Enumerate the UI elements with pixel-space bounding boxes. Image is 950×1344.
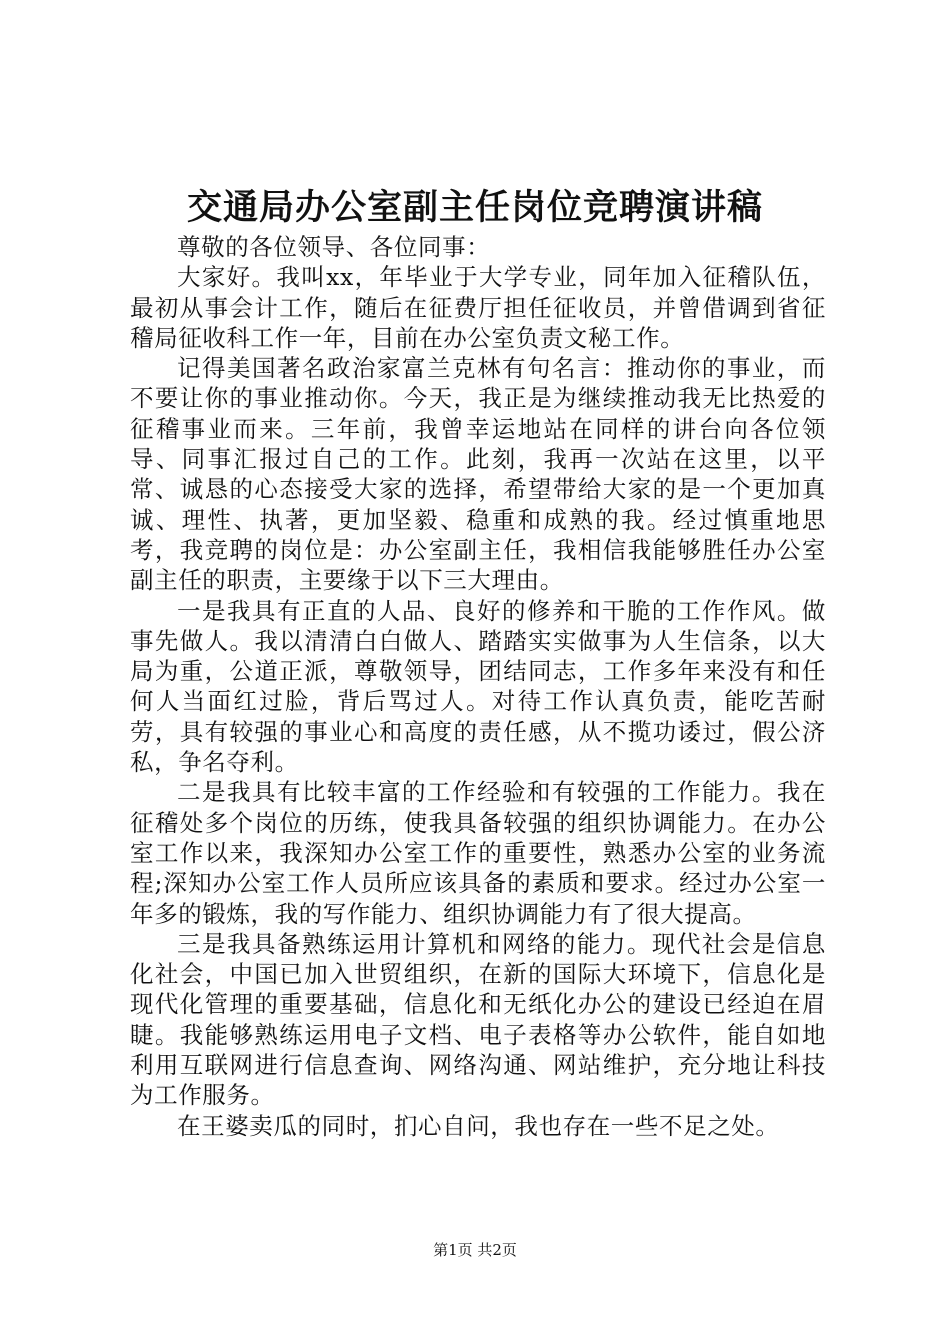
paragraph-reason-two: 二是我具有比较丰富的工作经验和有较强的工作能力。我在征稽处多个岗位的历练，使我具备较强的组织协调能力。在办公室工作以来，我深知办公室工作的重要性，熟悉办公室的业务流程;深知办公室工作人员所应该具备的素质和要求。经过办公室一年多的锻炼，我的写作能力、组织协调能力有了很大提高。 <box>130 778 826 928</box>
paragraph-introduction: 大家好。我叫xx，年毕业于大学专业，同年加入征稽队伍，最初从事会计工作，随后在征费厅担任征收员，并曾借调到省征稽局征收科工作一年，目前在办公室负责文秘工作。 <box>130 263 826 352</box>
paragraph-reason-three: 三是我具备熟练运用计算机和网络的能力。现代社会是信息化社会，中国已加入世贸组织，在新的国际大环境下，信息化是现代化管理的重要基础，信息化和无纸化办公的建设已经迫在眉睫。我能够熟练运用电子文档、电子表格等办公软件，能自如地利用互联网进行信息查询、网络沟通、网站维护，充分地让科技为工作服务。 <box>130 929 826 1110</box>
paragraph-salutation: 尊敬的各位领导、各位同事： <box>177 233 491 261</box>
paragraph-motivation: 记得美国著名政治家富兰克林有句名言：推动你的事业，而不要让你的事业推动你。今天，我正是为继续推动我无比热爱的征稽事业而来。三年前，我曾幸运地站在同样的讲台向各位领导、同事汇报过自己的工作。此刻，我再一次站在这里，以平常、诚恳的心态接受大家的选择，希望带给大家的是一个更加真诚、理性、执著，更加坚毅、稳重和成熟的我。经过慎重地思考，我竞聘的岗位是：办公室副主任，我相信我能够胜任办公室副主任的职责，主要缘于以下三大理由。 <box>130 354 826 595</box>
paragraph-reason-one: 一是我具有正直的人品、良好的修养和干脆的工作作风。做事先做人。我以清清白白做人、踏踏实实做事为人生信条，以大局为重，公道正派，尊敬领导，团结同志，工作多年来没有和任何人当面红过脸，背后骂过人。对待工作认真负责，能吃苦耐劳，具有较强的事业心和高度的责任感，从不揽功诿过，假公济私，争名夺利。 <box>130 596 826 777</box>
page-number: 第1页 共2页 <box>433 1241 517 1259</box>
document-body <box>130 232 826 1141</box>
document-title: 交通局办公室副主任岗位竞聘演讲稿 <box>186 187 763 228</box>
paragraph-shortcomings: 在王婆卖瓜的同时，扪心自问，我也存在一些不足之处。 <box>177 1111 780 1140</box>
